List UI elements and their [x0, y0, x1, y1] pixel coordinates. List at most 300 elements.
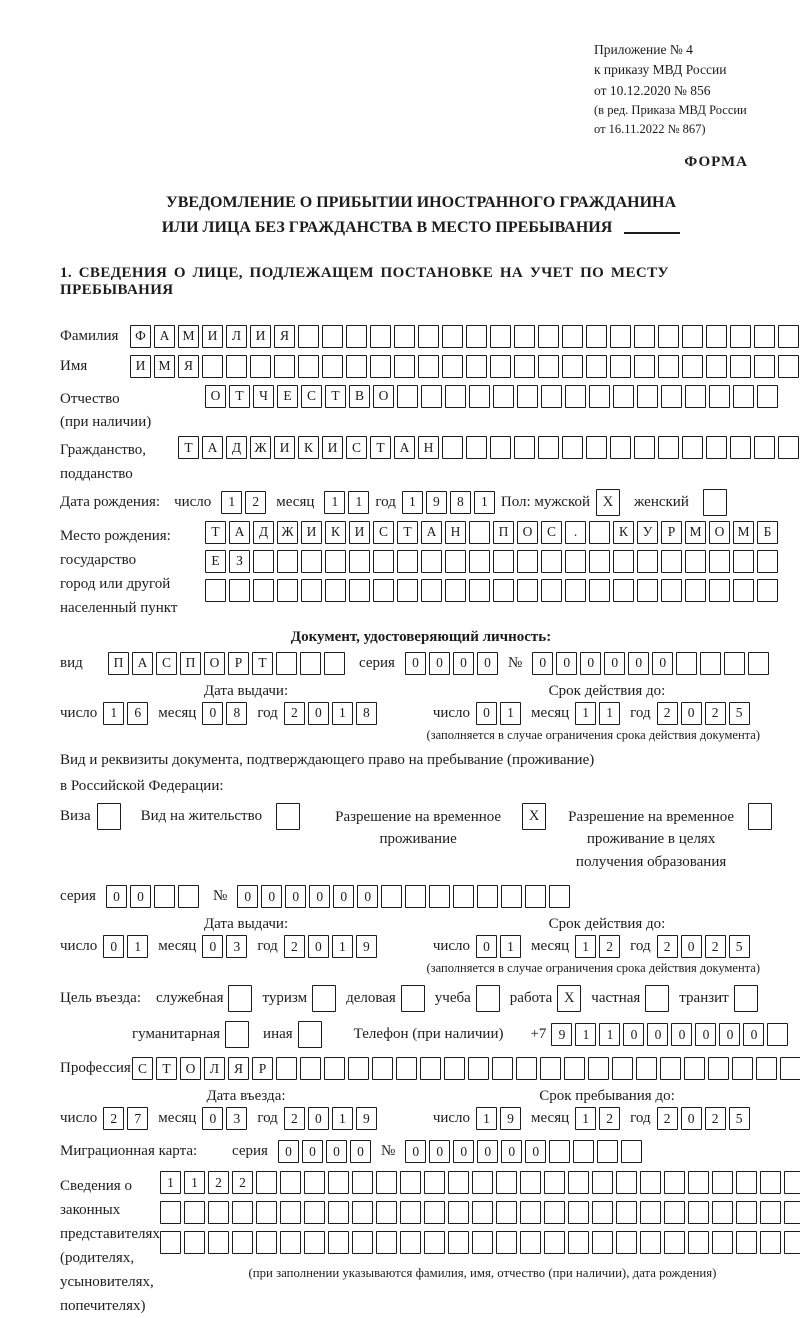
char-cell[interactable]: 0: [302, 1140, 323, 1163]
char-cell[interactable]: [229, 579, 250, 602]
char-cell[interactable]: [730, 355, 751, 378]
char-cell[interactable]: X: [522, 803, 546, 830]
char-cell[interactable]: 0: [628, 652, 649, 675]
char-cell[interactable]: 0: [681, 702, 702, 725]
char-cell[interactable]: И: [250, 325, 271, 348]
char-cell[interactable]: 1: [348, 491, 369, 514]
char-cell[interactable]: [520, 1171, 541, 1194]
char-cell[interactable]: [225, 1021, 249, 1048]
char-cell[interactable]: [160, 1231, 181, 1254]
char-cell[interactable]: 0: [350, 1140, 371, 1163]
char-cell[interactable]: О: [373, 385, 394, 408]
char-cell[interactable]: [588, 1057, 609, 1080]
char-cell[interactable]: Е: [205, 550, 226, 573]
char-cell[interactable]: [517, 550, 538, 573]
char-cell[interactable]: [778, 355, 799, 378]
char-cell[interactable]: [352, 1231, 373, 1254]
char-cell[interactable]: 0: [278, 1140, 299, 1163]
char-cell[interactable]: [301, 550, 322, 573]
char-cell[interactable]: 1: [500, 935, 521, 958]
char-cell[interactable]: [324, 1057, 345, 1080]
char-cell[interactable]: А: [394, 436, 415, 459]
char-cell[interactable]: 0: [623, 1023, 644, 1046]
char-cell[interactable]: 0: [532, 652, 553, 675]
char-cell[interactable]: [373, 550, 394, 573]
char-cell[interactable]: 0: [476, 702, 497, 725]
char-cell[interactable]: [514, 355, 535, 378]
char-cell[interactable]: [520, 1231, 541, 1254]
char-cell[interactable]: 0: [326, 1140, 347, 1163]
char-cell[interactable]: М: [685, 521, 706, 544]
char-cell[interactable]: [476, 985, 500, 1012]
char-cell[interactable]: [565, 385, 586, 408]
char-cell[interactable]: И: [301, 521, 322, 544]
char-cell[interactable]: 0: [106, 885, 127, 908]
char-cell[interactable]: [597, 1140, 618, 1163]
char-cell[interactable]: [418, 325, 439, 348]
char-cell[interactable]: [208, 1201, 229, 1224]
char-cell[interactable]: [424, 1231, 445, 1254]
char-cell[interactable]: [562, 355, 583, 378]
char-cell[interactable]: [682, 436, 703, 459]
char-cell[interactable]: [160, 1201, 181, 1224]
char-cell[interactable]: [586, 355, 607, 378]
char-cell[interactable]: [394, 325, 415, 348]
char-cell[interactable]: 2: [284, 702, 305, 725]
char-cell[interactable]: Л: [204, 1057, 225, 1080]
char-cell[interactable]: М: [733, 521, 754, 544]
char-cell[interactable]: 0: [202, 1107, 223, 1130]
char-cell[interactable]: [549, 885, 570, 908]
char-cell[interactable]: 1: [575, 1107, 596, 1130]
char-cell[interactable]: [250, 355, 271, 378]
char-cell[interactable]: [445, 550, 466, 573]
char-cell[interactable]: 1: [184, 1171, 205, 1194]
char-cell[interactable]: Ф: [130, 325, 151, 348]
char-cell[interactable]: [778, 325, 799, 348]
char-cell[interactable]: [634, 355, 655, 378]
char-cell[interactable]: [636, 1057, 657, 1080]
char-cell[interactable]: 0: [604, 652, 625, 675]
char-cell[interactable]: Ж: [250, 436, 271, 459]
char-cell[interactable]: [184, 1201, 205, 1224]
char-cell[interactable]: 1: [332, 1107, 353, 1130]
char-cell[interactable]: 2: [284, 1107, 305, 1130]
char-cell[interactable]: [448, 1231, 469, 1254]
char-cell[interactable]: [541, 550, 562, 573]
char-cell[interactable]: П: [108, 652, 129, 675]
char-cell[interactable]: [703, 489, 727, 516]
char-cell[interactable]: [304, 1201, 325, 1224]
char-cell[interactable]: О: [205, 385, 226, 408]
char-cell[interactable]: [97, 803, 121, 830]
char-cell[interactable]: [496, 1171, 517, 1194]
char-cell[interactable]: [469, 579, 490, 602]
char-cell[interactable]: [634, 436, 655, 459]
char-cell[interactable]: [469, 521, 490, 544]
char-cell[interactable]: [372, 1057, 393, 1080]
char-cell[interactable]: 0: [103, 935, 124, 958]
char-cell[interactable]: [573, 1140, 594, 1163]
char-cell[interactable]: [232, 1231, 253, 1254]
char-cell[interactable]: [757, 579, 778, 602]
char-cell[interactable]: Н: [445, 521, 466, 544]
char-cell[interactable]: [538, 436, 559, 459]
char-cell[interactable]: [469, 550, 490, 573]
char-cell[interactable]: К: [613, 521, 634, 544]
char-cell[interactable]: [712, 1231, 733, 1254]
char-cell[interactable]: [709, 579, 730, 602]
char-cell[interactable]: [490, 436, 511, 459]
char-cell[interactable]: [352, 1201, 373, 1224]
char-cell[interactable]: 2: [599, 1107, 620, 1130]
char-cell[interactable]: [538, 325, 559, 348]
char-cell[interactable]: [442, 355, 463, 378]
char-cell[interactable]: [780, 1057, 800, 1080]
char-cell[interactable]: [754, 325, 775, 348]
char-cell[interactable]: 0: [308, 1107, 329, 1130]
char-cell[interactable]: [610, 436, 631, 459]
char-cell[interactable]: [472, 1171, 493, 1194]
char-cell[interactable]: И: [349, 521, 370, 544]
char-cell[interactable]: У: [637, 521, 658, 544]
char-cell[interactable]: [621, 1140, 642, 1163]
char-cell[interactable]: 0: [130, 885, 151, 908]
char-cell[interactable]: [685, 550, 706, 573]
char-cell[interactable]: [586, 325, 607, 348]
char-cell[interactable]: [684, 1057, 705, 1080]
char-cell[interactable]: [208, 1231, 229, 1254]
char-cell[interactable]: [477, 885, 498, 908]
char-cell[interactable]: [312, 985, 336, 1012]
char-cell[interactable]: [685, 385, 706, 408]
char-cell[interactable]: 9: [356, 1107, 377, 1130]
char-cell[interactable]: О: [517, 521, 538, 544]
char-cell[interactable]: 1: [221, 491, 242, 514]
char-cell[interactable]: 2: [657, 702, 678, 725]
char-cell[interactable]: 3: [226, 1107, 247, 1130]
char-cell[interactable]: Т: [252, 652, 273, 675]
char-cell[interactable]: [493, 385, 514, 408]
char-cell[interactable]: Д: [253, 521, 274, 544]
char-cell[interactable]: С: [301, 385, 322, 408]
char-cell[interactable]: [640, 1171, 661, 1194]
char-cell[interactable]: 8: [450, 491, 471, 514]
char-cell[interactable]: [490, 355, 511, 378]
char-cell[interactable]: [733, 579, 754, 602]
char-cell[interactable]: [767, 1023, 788, 1046]
char-cell[interactable]: [202, 355, 223, 378]
char-cell[interactable]: 0: [453, 652, 474, 675]
char-cell[interactable]: Т: [229, 385, 250, 408]
char-cell[interactable]: 9: [551, 1023, 572, 1046]
char-cell[interactable]: 7: [127, 1107, 148, 1130]
char-cell[interactable]: [276, 803, 300, 830]
char-cell[interactable]: [346, 325, 367, 348]
char-cell[interactable]: 1: [160, 1171, 181, 1194]
char-cell[interactable]: [324, 652, 345, 675]
char-cell[interactable]: И: [130, 355, 151, 378]
char-cell[interactable]: [760, 1201, 781, 1224]
char-cell[interactable]: [429, 885, 450, 908]
char-cell[interactable]: 0: [476, 935, 497, 958]
char-cell[interactable]: [421, 550, 442, 573]
char-cell[interactable]: [468, 1057, 489, 1080]
char-cell[interactable]: С: [346, 436, 367, 459]
char-cell[interactable]: 9: [500, 1107, 521, 1130]
char-cell[interactable]: 0: [671, 1023, 692, 1046]
char-cell[interactable]: [589, 550, 610, 573]
char-cell[interactable]: [784, 1201, 800, 1224]
char-cell[interactable]: [616, 1231, 637, 1254]
char-cell[interactable]: [298, 1021, 322, 1048]
char-cell[interactable]: Д: [226, 436, 247, 459]
char-cell[interactable]: X: [557, 985, 581, 1012]
char-cell[interactable]: [544, 1171, 565, 1194]
char-cell[interactable]: [658, 436, 679, 459]
char-cell[interactable]: Р: [252, 1057, 273, 1080]
char-cell[interactable]: [466, 325, 487, 348]
char-cell[interactable]: [730, 436, 751, 459]
char-cell[interactable]: 2: [705, 702, 726, 725]
char-cell[interactable]: [232, 1201, 253, 1224]
char-cell[interactable]: [184, 1231, 205, 1254]
char-cell[interactable]: 1: [575, 1023, 596, 1046]
char-cell[interactable]: [349, 579, 370, 602]
char-cell[interactable]: [637, 550, 658, 573]
char-cell[interactable]: [736, 1201, 757, 1224]
char-cell[interactable]: [397, 385, 418, 408]
char-cell[interactable]: Я: [228, 1057, 249, 1080]
char-cell[interactable]: 5: [729, 702, 750, 725]
char-cell[interactable]: Т: [205, 521, 226, 544]
char-cell[interactable]: 0: [357, 885, 378, 908]
char-cell[interactable]: [736, 1171, 757, 1194]
char-cell[interactable]: 1: [332, 935, 353, 958]
char-cell[interactable]: [757, 385, 778, 408]
char-cell[interactable]: 1: [599, 1023, 620, 1046]
char-cell[interactable]: [256, 1201, 277, 1224]
char-cell[interactable]: [592, 1201, 613, 1224]
char-cell[interactable]: К: [325, 521, 346, 544]
char-cell[interactable]: [466, 436, 487, 459]
char-cell[interactable]: О: [709, 521, 730, 544]
char-cell[interactable]: [277, 579, 298, 602]
char-cell[interactable]: [300, 1057, 321, 1080]
char-cell[interactable]: [589, 579, 610, 602]
char-cell[interactable]: А: [132, 652, 153, 675]
char-cell[interactable]: [756, 1057, 777, 1080]
char-cell[interactable]: [562, 436, 583, 459]
char-cell[interactable]: [736, 1231, 757, 1254]
char-cell[interactable]: [445, 385, 466, 408]
char-cell[interactable]: 0: [453, 1140, 474, 1163]
char-cell[interactable]: 0: [580, 652, 601, 675]
char-cell[interactable]: [280, 1201, 301, 1224]
char-cell[interactable]: [613, 579, 634, 602]
char-cell[interactable]: [525, 885, 546, 908]
char-cell[interactable]: 0: [681, 935, 702, 958]
char-cell[interactable]: [298, 325, 319, 348]
char-cell[interactable]: 5: [729, 935, 750, 958]
char-cell[interactable]: Я: [274, 325, 295, 348]
char-cell[interactable]: С: [373, 521, 394, 544]
char-cell[interactable]: 0: [285, 885, 306, 908]
char-cell[interactable]: [472, 1231, 493, 1254]
char-cell[interactable]: [706, 325, 727, 348]
char-cell[interactable]: 1: [575, 702, 596, 725]
char-cell[interactable]: Р: [661, 521, 682, 544]
char-cell[interactable]: [538, 355, 559, 378]
char-cell[interactable]: [613, 550, 634, 573]
char-cell[interactable]: 6: [127, 702, 148, 725]
char-cell[interactable]: [549, 1140, 570, 1163]
char-cell[interactable]: [517, 385, 538, 408]
char-cell[interactable]: [712, 1171, 733, 1194]
char-cell[interactable]: [322, 355, 343, 378]
char-cell[interactable]: 0: [429, 652, 450, 675]
char-cell[interactable]: 0: [477, 1140, 498, 1163]
char-cell[interactable]: 0: [202, 702, 223, 725]
char-cell[interactable]: М: [154, 355, 175, 378]
char-cell[interactable]: [445, 579, 466, 602]
char-cell[interactable]: З: [229, 550, 250, 573]
char-cell[interactable]: 1: [332, 702, 353, 725]
char-cell[interactable]: [754, 355, 775, 378]
char-cell[interactable]: [568, 1231, 589, 1254]
char-cell[interactable]: 1: [575, 935, 596, 958]
char-cell[interactable]: [612, 1057, 633, 1080]
char-cell[interactable]: [424, 1171, 445, 1194]
char-cell[interactable]: 8: [226, 702, 247, 725]
char-cell[interactable]: [442, 436, 463, 459]
char-cell[interactable]: С: [156, 652, 177, 675]
char-cell[interactable]: М: [178, 325, 199, 348]
char-cell[interactable]: [748, 803, 772, 830]
char-cell[interactable]: [682, 355, 703, 378]
char-cell[interactable]: И: [202, 325, 223, 348]
char-cell[interactable]: 2: [232, 1171, 253, 1194]
char-cell[interactable]: [541, 385, 562, 408]
char-cell[interactable]: [664, 1201, 685, 1224]
char-cell[interactable]: 2: [103, 1107, 124, 1130]
char-cell[interactable]: [754, 436, 775, 459]
char-cell[interactable]: X: [596, 489, 620, 516]
char-cell[interactable]: С: [132, 1057, 153, 1080]
char-cell[interactable]: [610, 325, 631, 348]
char-cell[interactable]: [256, 1231, 277, 1254]
char-cell[interactable]: [540, 1057, 561, 1080]
char-cell[interactable]: 0: [719, 1023, 740, 1046]
char-cell[interactable]: 9: [426, 491, 447, 514]
char-cell[interactable]: [688, 1171, 709, 1194]
char-cell[interactable]: [732, 1057, 753, 1080]
char-cell[interactable]: [520, 1201, 541, 1224]
char-cell[interactable]: И: [274, 436, 295, 459]
char-cell[interactable]: 5: [729, 1107, 750, 1130]
char-cell[interactable]: [565, 579, 586, 602]
char-cell[interactable]: Н: [418, 436, 439, 459]
char-cell[interactable]: [280, 1231, 301, 1254]
char-cell[interactable]: [709, 385, 730, 408]
char-cell[interactable]: [501, 885, 522, 908]
char-cell[interactable]: 1: [402, 491, 423, 514]
char-cell[interactable]: [544, 1201, 565, 1224]
char-cell[interactable]: [226, 355, 247, 378]
char-cell[interactable]: О: [180, 1057, 201, 1080]
char-cell[interactable]: [401, 985, 425, 1012]
char-cell[interactable]: [496, 1231, 517, 1254]
char-cell[interactable]: [280, 1171, 301, 1194]
char-cell[interactable]: [421, 385, 442, 408]
char-cell[interactable]: [448, 1201, 469, 1224]
char-cell[interactable]: [304, 1231, 325, 1254]
char-cell[interactable]: [492, 1057, 513, 1080]
char-cell[interactable]: [472, 1201, 493, 1224]
char-cell[interactable]: [676, 652, 697, 675]
char-cell[interactable]: [685, 579, 706, 602]
char-cell[interactable]: [298, 355, 319, 378]
char-cell[interactable]: 1: [324, 491, 345, 514]
char-cell[interactable]: Т: [325, 385, 346, 408]
char-cell[interactable]: [664, 1171, 685, 1194]
char-cell[interactable]: [256, 1171, 277, 1194]
char-cell[interactable]: [564, 1057, 585, 1080]
char-cell[interactable]: [349, 550, 370, 573]
char-cell[interactable]: [730, 325, 751, 348]
char-cell[interactable]: [424, 1201, 445, 1224]
char-cell[interactable]: 2: [284, 935, 305, 958]
char-cell[interactable]: [373, 579, 394, 602]
char-cell[interactable]: Т: [178, 436, 199, 459]
char-cell[interactable]: [778, 436, 799, 459]
char-cell[interactable]: [700, 652, 721, 675]
char-cell[interactable]: [397, 550, 418, 573]
char-cell[interactable]: [616, 1171, 637, 1194]
char-cell[interactable]: [396, 1057, 417, 1080]
char-cell[interactable]: [709, 550, 730, 573]
char-cell[interactable]: [658, 325, 679, 348]
char-cell[interactable]: [706, 355, 727, 378]
char-cell[interactable]: [397, 579, 418, 602]
char-cell[interactable]: [760, 1171, 781, 1194]
char-cell[interactable]: [253, 550, 274, 573]
char-cell[interactable]: 2: [657, 935, 678, 958]
char-cell[interactable]: 0: [429, 1140, 450, 1163]
char-cell[interactable]: [370, 355, 391, 378]
char-cell[interactable]: 2: [705, 1107, 726, 1130]
char-cell[interactable]: [645, 985, 669, 1012]
char-cell[interactable]: [592, 1231, 613, 1254]
char-cell[interactable]: [178, 885, 199, 908]
char-cell[interactable]: [453, 885, 474, 908]
char-cell[interactable]: 0: [202, 935, 223, 958]
char-cell[interactable]: 3: [226, 935, 247, 958]
char-cell[interactable]: [405, 885, 426, 908]
char-cell[interactable]: 0: [652, 652, 673, 675]
char-cell[interactable]: [448, 1171, 469, 1194]
char-cell[interactable]: 2: [245, 491, 266, 514]
char-cell[interactable]: П: [493, 521, 514, 544]
char-cell[interactable]: [421, 579, 442, 602]
char-cell[interactable]: [724, 652, 745, 675]
char-cell[interactable]: А: [421, 521, 442, 544]
char-cell[interactable]: [637, 385, 658, 408]
char-cell[interactable]: [496, 1201, 517, 1224]
char-cell[interactable]: Ч: [253, 385, 274, 408]
char-cell[interactable]: [637, 579, 658, 602]
char-cell[interactable]: 0: [647, 1023, 668, 1046]
